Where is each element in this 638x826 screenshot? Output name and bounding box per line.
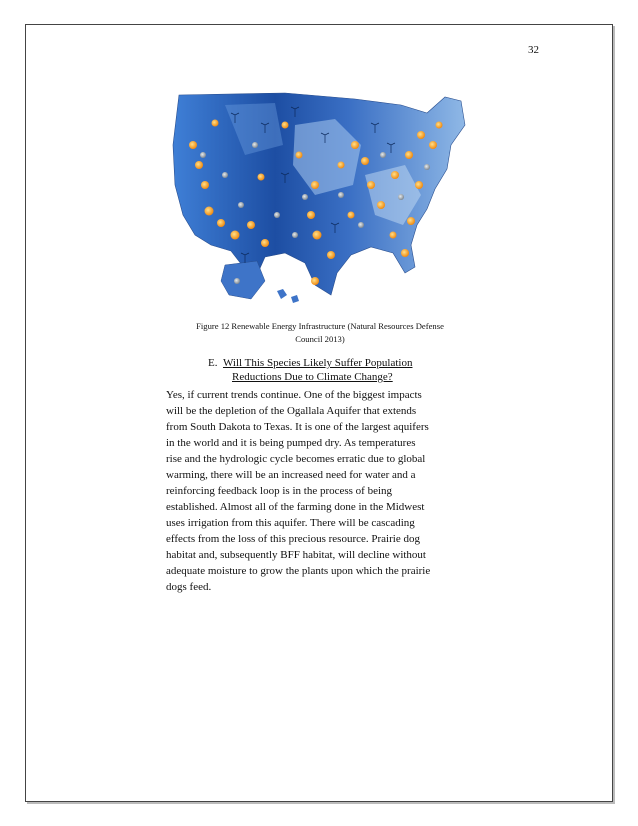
section-title-line-1: Will This Species Likely Suffer Population bbox=[222, 357, 413, 369]
body-line: effects from the loss of this precious resource. Prairie dog bbox=[166, 533, 420, 545]
caption-line-2: Council 2013) bbox=[295, 334, 345, 344]
section-title-line-2: Reductions Due to Climate Change? bbox=[232, 371, 393, 383]
section-heading bbox=[166, 356, 476, 384]
body-line: in the world and it is being pumped dry. As temperatures bbox=[166, 437, 416, 449]
body-line: warming, there will be an increased need for water and a bbox=[166, 469, 416, 481]
body-line: reinforcing feedback loop is in the process of being bbox=[166, 485, 393, 497]
caption-line-1: Figure 12 Renewable Energy Infrastructure (Natural Resources Defense bbox=[196, 321, 444, 331]
body-line: from South Dakota to Texas. It is one of the largest aquifers bbox=[166, 421, 429, 433]
body-line: rise and the hydrologic cycle becomes erratic due to global bbox=[166, 453, 426, 465]
page-number: 32 bbox=[528, 44, 539, 56]
body-line: established. Almost all of the farming done in the Midwest bbox=[166, 501, 425, 513]
section-letter: E. bbox=[208, 357, 218, 369]
body-paragraph bbox=[166, 387, 476, 595]
body-line: dogs feed. bbox=[166, 581, 212, 593]
figure-caption bbox=[168, 320, 472, 346]
body-line: uses irrigation from this aquifer. There will be cascading bbox=[166, 517, 415, 529]
renewable-energy-map bbox=[165, 85, 471, 313]
body-line: Yes, if current trends continue. One of the biggest impacts bbox=[166, 389, 422, 401]
body-line: habitat and, subsequently BFF habitat, will decline without bbox=[166, 549, 426, 561]
body-line: adequate moisture to grow the plants upon which the prairie bbox=[166, 565, 431, 577]
body-line: will be the depletion of the Ogallala Aquifer that extends bbox=[166, 405, 417, 417]
